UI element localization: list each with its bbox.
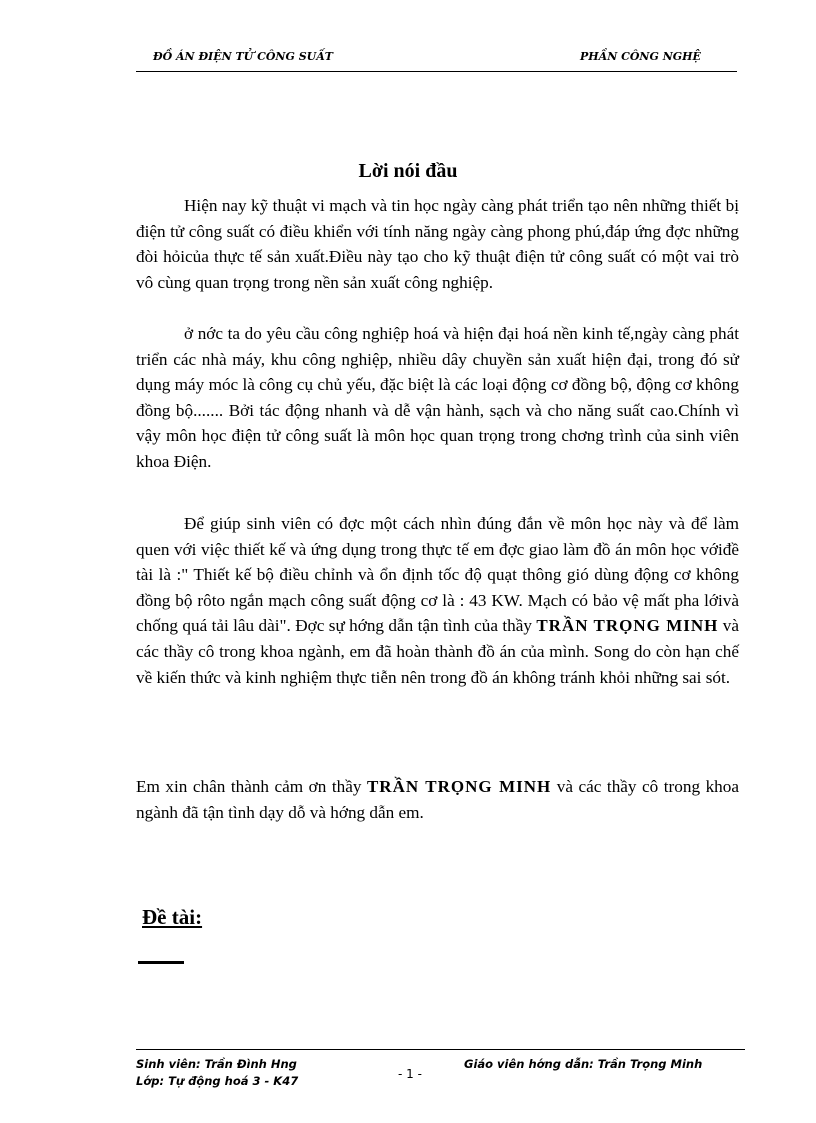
header-right: PHẦN CÔNG NGHỆ <box>580 50 701 63</box>
header-left: ĐỒ ÁN ĐIỆN TỬ CÔNG SUẤT <box>153 50 333 63</box>
teacher-name: TRẦN TRỌNG MINH <box>366 777 552 796</box>
paragraph-2-text: ở nớc ta do yêu cầu công nghiệp hoá và hiện đại hoá nền kinh tế,ngày càng phát triển các nhà máy, khu công nghiệp, nhiều dây chuyền sản xuất hiện đại, trong đó sử dụng máy móc là công cụ chủ yếu, đặc biệt là các loại động cơ đồng bộ, động cơ không đồng bộ....... Bởi tác động nhanh và dễ vận hành, sạch và cho năng suất cao.Chính vì vậy môn học điện tử công suất là môn học quan trọng trong chơng trình của sinh viên khoa Điện. <box>136 324 739 471</box>
footer-rule <box>136 1049 745 1050</box>
paragraph-4-part-a: Em xin chân thành cảm ơn thầy <box>136 777 362 796</box>
paragraph-4-text <box>136 774 739 825</box>
footer-student: Sinh viên: Trần Đình Hng <box>136 1057 297 1071</box>
topic-divider <box>138 961 184 964</box>
paragraph-1 <box>136 193 739 295</box>
paragraph-4 <box>136 774 739 825</box>
teacher-name: TRẦN TRỌNG MINH <box>536 616 719 636</box>
paragraph-3-text <box>136 511 739 690</box>
header-rule <box>136 71 737 72</box>
footer-teacher: Giáo viên hớng dẫn: Trần Trọng Minh <box>464 1057 703 1071</box>
footer-class: Lớp: Tự động hoá 3 - K47 <box>136 1074 299 1088</box>
paragraph-4-part-b: và các thầy cô trong khoa ngành đã tận tình dạy dỗ và hớng dẫn em. <box>136 777 739 822</box>
paragraph-1-text: Hiện nay kỹ thuật vi mạch và tin học ngày càng phát triển tạo nên những thiết bị điện tử công suất có điều khiển với tính năng ngày càng phong phú,đáp ứng đợc những đòi hỏicủa thực tế sản xuất.Điều này tạo cho kỹ thuật điện tử công suất có một vai trò vô cùng quan trọng trong nền sản xuất công nghiệp. <box>136 196 739 292</box>
paragraph-3 <box>136 511 739 690</box>
topic-heading: Đề tài: <box>142 905 203 929</box>
page-title: Lời nói đầu <box>358 160 458 182</box>
paragraph-2 <box>136 321 739 475</box>
paragraph-3-part-b: và các thầy cô trong khoa ngành, em đã hoàn thành đồ án của mình. Song do còn hạn chế về kiến thức và kinh nghiệm thực tiễn nên trong đồ án không tránh khỏi những sai sót. <box>136 616 739 687</box>
paragraph-3-part-a: Để giúp sinh viên có đợc một cách nhìn đúng đắn về môn học này và để làm quen với việc thiết kế và ứng dụng trong thực tế em đợc giao làm đồ án môn học vớiđề tài là :" Thiết kế bộ điều chỉnh và ổn định tốc độ quạt thông gió dùng động cơ không đồng bộ rôto ngắn mạch công suất động cơ là : 43 KW. Mạch có bảo vệ mất pha lớivà chống quá tải lâu dài". Đợc sự hớng dẫn tận tình của thầy <box>136 514 739 636</box>
page-number: - 1 - <box>398 1067 422 1081</box>
